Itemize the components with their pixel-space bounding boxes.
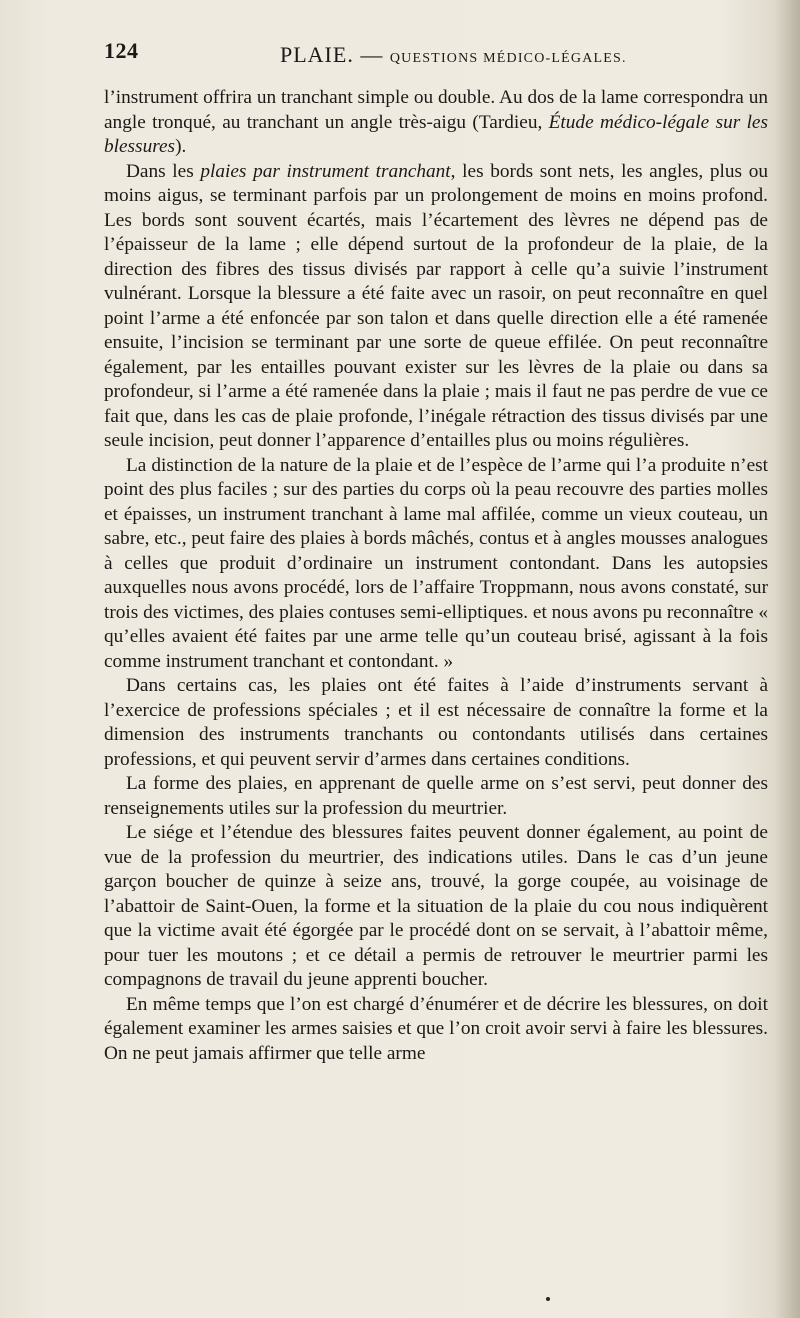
- running-head-title: PLAIE.: [280, 42, 354, 67]
- paragraph-text: Dans certains cas, les plaies ont été faites à l’aide d’instruments servant à l’exercice de professions spéciales ; et il est nécessaire de connaître la forme et la dimension des instruments tranchants ou contondants utilisés dans certaines professions, et qui peuvent servir d’armes dans certaines conditions.: [104, 675, 768, 770]
- paragraph-text: En même temps que l’on est chargé d’énumérer et de décrire les blessures, on doit également examiner les armes saisies et que l’on croit avoir servi à faire les blessures. On ne peut jamais affirmer que telle arme: [104, 993, 768, 1064]
- paragraph-text: La forme des plaies, en apprenant de quelle arme on s’est servi, peut donner des renseignements utiles sur la profession du meurtrier.: [104, 773, 768, 819]
- paragraph-text: l’instrument offrira un tranchant simple ou double. Au dos de la lame correspondra un angle tronqué, au tranchant un angle très-aigu (Tardieu,: [104, 87, 768, 133]
- page-edge-shadow: [774, 0, 800, 1318]
- page-number: 124: [104, 38, 139, 63]
- page-header: [104, 38, 768, 72]
- body-paragraph: [104, 674, 768, 772]
- paragraph-text: Le siége et l’étendue des blessures faites peuvent donner également, au point de vue de la profession du meurtrier, des indications utiles. Dans le cas d’un jeune garçon boucher de quinze à seize ans, trouvé, la gorge coupée, au voisinage de l’abattoir de Saint-Ouen, la forme et la situation de la plaie du cou nous indiquèrent que la victime avait été égorgée par le procédé dont on se servait, à l’abattoir même, pour tuer les moutons ; et ce détail a permis de retrouver le meurtrier parmi les compagnons de travail du jeune apprenti boucher.: [104, 822, 768, 990]
- italic-text: plaies par instrument tranchant: [200, 160, 451, 182]
- running-head-subtitle: QUESTIONS MÉDICO-LÉGALES.: [389, 51, 627, 66]
- body-paragraph: [104, 454, 768, 675]
- running-head: [280, 42, 627, 68]
- body-paragraph: [104, 772, 768, 821]
- italic-text: Étude médico-légale sur les blessures: [104, 111, 768, 157]
- paragraph-text: ).: [175, 136, 187, 157]
- body-paragraph: [104, 821, 768, 993]
- body-paragraph: [104, 160, 768, 454]
- running-head-dash: —: [360, 42, 384, 67]
- ink-speck: [546, 1297, 550, 1301]
- paragraph-text: Dans les: [126, 160, 201, 182]
- paragraph-text: , les bords sont nets, les angles, plus ou moins aigus, se terminant parfois par un prolongement de moins en moins profond. Les bords sont souvent écartés, mais l’écartement des lèvres ne dépend pas de l’épaisseur de la lame ; elle dépend surtout de la profondeur de la plaie, de la direction des fibres des tissus divisés par rapport à celle qu’a suivie l’instrument vulnérant. Lorsque la blessure a été faite avec un rasoir, on peut reconnaître en quel point l’arme a été enfoncée par son talon et dans quelle direction elle a été ramenée ensuite, l’incision se terminant par une sorte de queue effilée. On peut reconnaître également, par les entailles pouvant exister sur les lèvres de la plaie ou dans sa profondeur, si l’arme a été ramenée dans la plaie ; mais il faut ne pas perdre de vue ce fait que, dans les cas de plaie profonde, l’inégale rétraction des tissus divisés par une seule incision, peut donner l’apparence d’entailles plus ou moins régulières.: [104, 160, 768, 451]
- body-paragraph: [104, 993, 768, 1067]
- body-paragraph: [104, 86, 768, 160]
- page-body: [104, 86, 768, 1066]
- paragraph-text: La distinction de la nature de la plaie et de l’espèce de l’arme qui l’a produite n’est point des plus faciles ; sur des parties du corps où la peau recouvre des parties molles et épaisses, un instrument tranchant à lame mal affilée, comme un vieux couteau, un sabre, etc., peut faire des plaies à bords mâchés, contus et à angles mousses analogues à celles que produit d’ordinaire un instrument contondant. Dans les autopsies auxquelles nous avons procédé, lors de l’affaire Troppmann, nous avons constaté, sur trois des victimes, des plaies contuses semi-elliptiques. et nous avons pu reconnaître « qu’elles avaient été faites par une arme telle qu’un couteau brisé, agissant à la fois comme instrument tranchant et contondant. »: [104, 454, 768, 672]
